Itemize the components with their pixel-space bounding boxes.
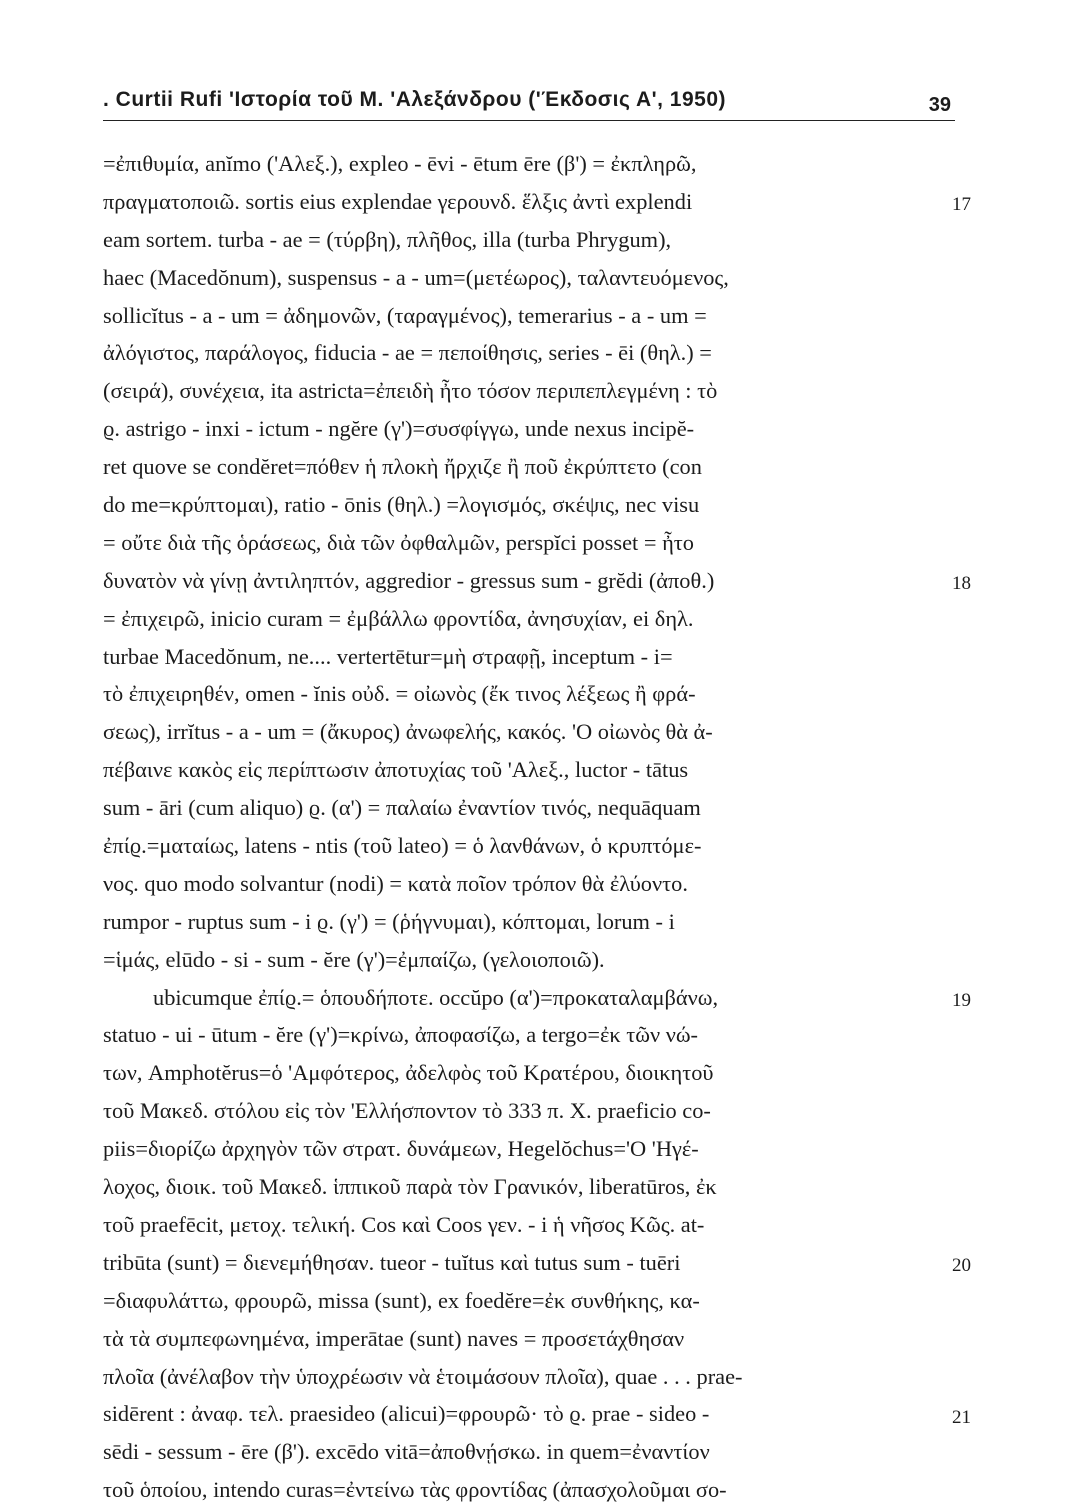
text-line: statuo - ui - ūtum - ĕre (γ')=κρίνω, ἀποφασίζω, a tergo=ἐκ τῶν νώ- xyxy=(103,1022,699,1048)
page-number: 39 xyxy=(928,94,951,116)
text-line: πραγματοποιῶ. sortis eius explendae γερουνδ. ἕλξις ἀντὶ explendi xyxy=(103,188,693,214)
text-line: τοῦ Μακεδ. στόλου εἰς τὸν 'Ελλήσποντον τὸ 333 π. Χ. praeficio co- xyxy=(103,1098,711,1124)
text-line: = οὔτε διὰ τῆς ὁράσεως, διὰ τῶν ὀφθαλμῶν, perspĭci posset = ἦτο xyxy=(103,529,694,555)
text-line: sidērent : ἀναφ. τελ. praesideo (alicui)=φρουρῶ· τὸ ϱ. prae - sideo - xyxy=(103,1401,710,1427)
text-line: = ἐπιχειρῶ, inicio curam = ἐμβάλλω φροντίδα, ἀνησυχίαν, ei δηλ. xyxy=(103,605,694,631)
text-line: do me=κρύπτομαι), ratio - ōnis (θηλ.) =λογισμός, σκέψις, nec visu xyxy=(103,492,700,518)
text-line: ubicumque ἐπίϱ.= ὁπουδήποτε. occŭpo (α')=προκαταλαμβάνω, xyxy=(153,984,719,1010)
text-line: τοῦ ὁποίου, intendo curas=ἐντείνω τὰς φροντίδας (ἀπασχολοῦμαι σο- xyxy=(103,1477,727,1503)
text-line: δυνατὸν νὰ γίνῃ ἀντιληπτόν, aggredior - gressus sum - grĕdi (ἀποθ.) xyxy=(103,567,715,593)
text-line: τοῦ praefēcit, μετοχ. τελική. Cos καὶ Coos γεν. - i ἡ νῆσος Κῶς. at- xyxy=(103,1211,705,1237)
margin-number: 17 xyxy=(952,193,971,215)
text-line: sollicĭtus - a - um = ἀδημονῶν, (ταραγμένος), temerarius - a - um = xyxy=(103,302,707,328)
text-line: =διαφυλάττω, φρουρῶ, missa (sunt), ex foedĕre=ἐκ συνθήκης, κα- xyxy=(103,1287,700,1313)
text-line: =ἱμάς, elūdo - si - sum - ĕre (γ')=ἐμπαίζω, (γελοιοποιῶ). xyxy=(103,946,605,972)
text-line: τὰ τὰ συμπεφωνημένα, imperātae (sunt) naves = προσετάχθησαν xyxy=(103,1325,685,1351)
margin-number: 19 xyxy=(952,989,971,1011)
text-line: ἐπίϱ.=ματαίως, latens - ntis (τοῦ lateo) = ὁ λανθάνων, ὁ κρυπτόμε- xyxy=(103,833,702,859)
text-line: πλοῖα (ἀνέλαβον τὴν ὑποχρέωσιν νὰ ἑτοιμάσουν πλοῖα), quae . . . prae- xyxy=(103,1363,743,1389)
margin-number: 18 xyxy=(952,572,971,594)
text-line: eam sortem. turba - ae = (τύρβη), πλῆθος, illa (turba Phrygum), xyxy=(103,226,672,252)
text-line: ϱ. astrigo - inxi - ictum - ngĕre (γ')=συσφίγγω, unde nexus incipĕ- xyxy=(103,416,695,442)
running-header xyxy=(103,86,955,121)
text-line: ἀλόγιστος, παράλογος, fiducia - ae = πεποίθησις, series - ēi (θηλ.) = xyxy=(103,340,712,366)
commentary-text xyxy=(103,145,953,1509)
text-line: sum - āri (cum aliquo) ϱ. (α') = παλαίω ἐναντίον τινός, nequāquam xyxy=(103,795,701,821)
text-line: σεως), irrĭtus - a - um = (ἄκυρος) ἀνωφελής, κακός. 'Ο οἰωνὸς θὰ ἀ- xyxy=(103,719,713,745)
text-line: turbae Macedŏnum, ne.... vertertētur=μὴ στραφῇ, inceptum - i= xyxy=(103,643,673,669)
text-line: tribūta (sunt) = διενεμήθησαν. tueor - tuĭtus καὶ tutus sum - tuēri xyxy=(103,1249,681,1275)
text-line: =ἐπιθυμία, anĭmo ('Αλεξ.), expleo - ēvi - ētum ēre (β') = ἐκπληρῶ, xyxy=(103,151,697,176)
margin-number: 20 xyxy=(952,1255,971,1277)
text-line: λοχος, διοικ. τοῦ Μακεδ. ἱππικοῦ παρὰ τὸν Γρανικόν, liberatūros, ἐκ xyxy=(103,1174,717,1200)
text-line: sēdi - sessum - ēre (β'). excēdo vitā=ἀποθνῄσκω. in quem=ἐναντίον xyxy=(103,1439,710,1465)
text-line: των, Amphotĕrus=ὁ 'Αμφότερος, ἀδελφὸς τοῦ Κρατέρου, διοικητοῦ xyxy=(103,1060,714,1086)
text-line: νος. quo modo solvantur (nodi) = κατὰ ποῖον τρόπον θὰ ἐλύοντο. xyxy=(103,870,688,896)
text-line: piis=διορίζω ἀρχηγὸν τῶν στρατ. δυνάμεων, Hegelŏchus='Ο 'Ηγέ- xyxy=(103,1136,699,1162)
text-line: haec (Macedŏnum), suspensus - a - um=(μετέωρος), ταλαντευόμενος, xyxy=(103,264,729,290)
text-line: rumpor - ruptus sum - i ϱ. (γ') = (ῥήγνυμαι), κόπτομαι, lorum - i xyxy=(103,908,675,934)
text-line: (σειρά), συνέχεια, ita astricta=ἐπειδὴ ἦτο τόσον περιπεπλεγμένη : τὸ xyxy=(103,378,718,404)
text-line: ret quove se condĕret=πόθεν ἡ πλοκὴ ἤρχιζε ἢ ποῦ ἐκρύπτετο (con xyxy=(103,454,702,480)
margin-number: 21 xyxy=(952,1406,971,1428)
text-line: τὸ ἐπιχειρηθέν, omen - ĭnis οὐδ. = οἰωνὸς (ἔκ τινος λέξεως ἢ φρά- xyxy=(103,681,696,707)
text-line: πέβαινε κακὸς εἰς περίπτωσιν ἀποτυχίας τοῦ 'Αλεξ., luctor - tātus xyxy=(103,757,689,783)
header-title: . Curtii Rufi 'Ιστορία τοῦ Μ. 'Αλεξάνδρου ('Έκδοσις Α', 1950) xyxy=(103,88,726,111)
